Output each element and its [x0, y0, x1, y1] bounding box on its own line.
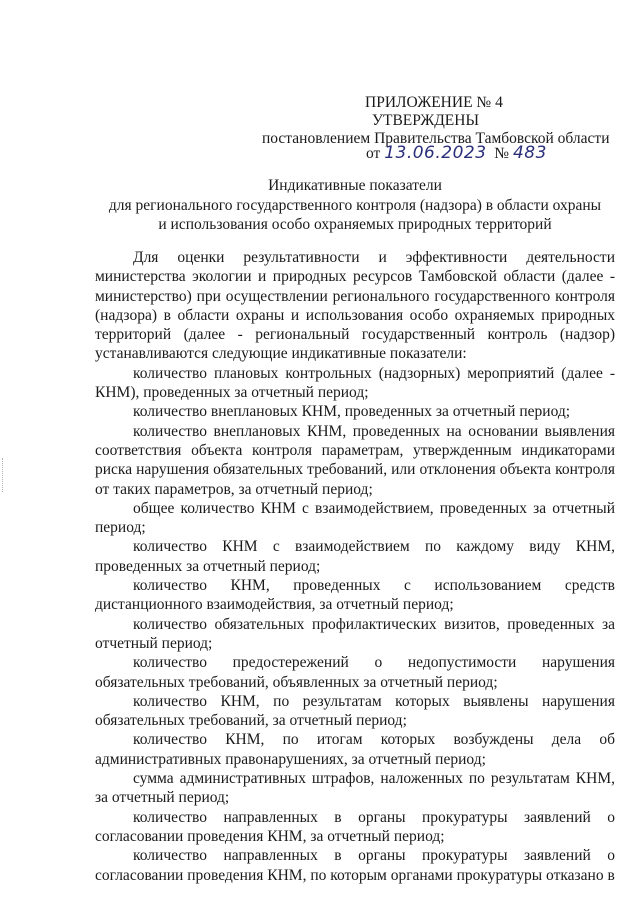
intro-paragraph: Для оценки результативности и эффективности деятельности министерства экологии и природных ресурсов Тамбовской области (далее - министерство) при осуществлении регионального государственного контроля (надзора) в области охраны и использования особо охраняемых природных территорий (далее - региональный государственный контроль (надзор) устанавливаются следующие индикативные показатели: — [95, 249, 615, 363]
title-line-3: и использования особо охраняемых природных территорий — [158, 216, 552, 233]
indicator-item: количество КНМ, проведенных с использованием средств дистанционного взаимодействия, за отчетный период; — [95, 577, 615, 614]
handwritten-date: 13.06.2023 — [384, 143, 487, 163]
scan-margin-marks — [2, 458, 6, 492]
indicator-item: общее количество КНМ с взаимодействием, проведенных за отчетный период; — [95, 499, 615, 537]
indicator-item: количество направленных в органы прокуратуры заявлений о согласовании проведения КНМ, за отчетный период; — [95, 808, 615, 845]
document-body — [95, 248, 615, 885]
indicator-item: количество плановых контрольных (надзорных) мероприятий (далее - КНМ), проведенных за отчетный период; — [95, 364, 615, 402]
number-sign: № — [494, 145, 510, 162]
indicator-item: количество направленных в органы прокуратуры заявлений о согласовании проведения КНМ, по которым органами прокуратуры отказано в — [95, 847, 615, 884]
title-line-2: для регионального государственного контроля (надзора) в области охраны — [108, 196, 602, 214]
document-title — [95, 176, 615, 235]
indicator-item: количество КНМ, по итогам которых возбуждены дела об административных правонарушениях, за отчетный период; — [95, 731, 615, 768]
date-prefix: от — [366, 145, 381, 162]
appendix-label: ПРИЛОЖЕНИЕ № 4 — [365, 94, 503, 111]
handwritten-number: 483 — [512, 143, 547, 163]
resolution-label: постановлением Правительства Тамбовской области — [262, 130, 610, 147]
indicator-item: количество предостережений о недопустимости нарушения обязательных требований, объявленных за отчетный период; — [95, 654, 615, 691]
indicator-item: количество внеплановых КНМ, проведенных на основании выявления соответствия объекта контроля параметрам, утвержденным индикаторами риска нарушения обязательных требований, или отклонения объекта контроля от таких параметров, за отчетный период; — [95, 422, 615, 498]
indicator-item: количество внеплановых КНМ, проведенных за отчетный период; — [133, 403, 571, 421]
indicator-item: количество КНМ, по результатам которых выявлены нарушения обязательных требований, за отчетный период; — [95, 692, 615, 730]
indicator-item: количество обязательных профилактических визитов, проведенных за отчетный период; — [95, 615, 615, 652]
indicator-item: количество КНМ с взаимодействием по каждому виду КНМ, проведенных за отчетный период; — [95, 538, 615, 575]
approved-label: УТВЕРЖДЕНЫ — [372, 112, 479, 129]
date-number-line — [366, 143, 547, 164]
title-line-1: Индикативные показатели — [268, 177, 442, 194]
indicator-item: сумма административных штрафов, наложенных по результатам КНМ, за отчетный период; — [95, 770, 615, 807]
